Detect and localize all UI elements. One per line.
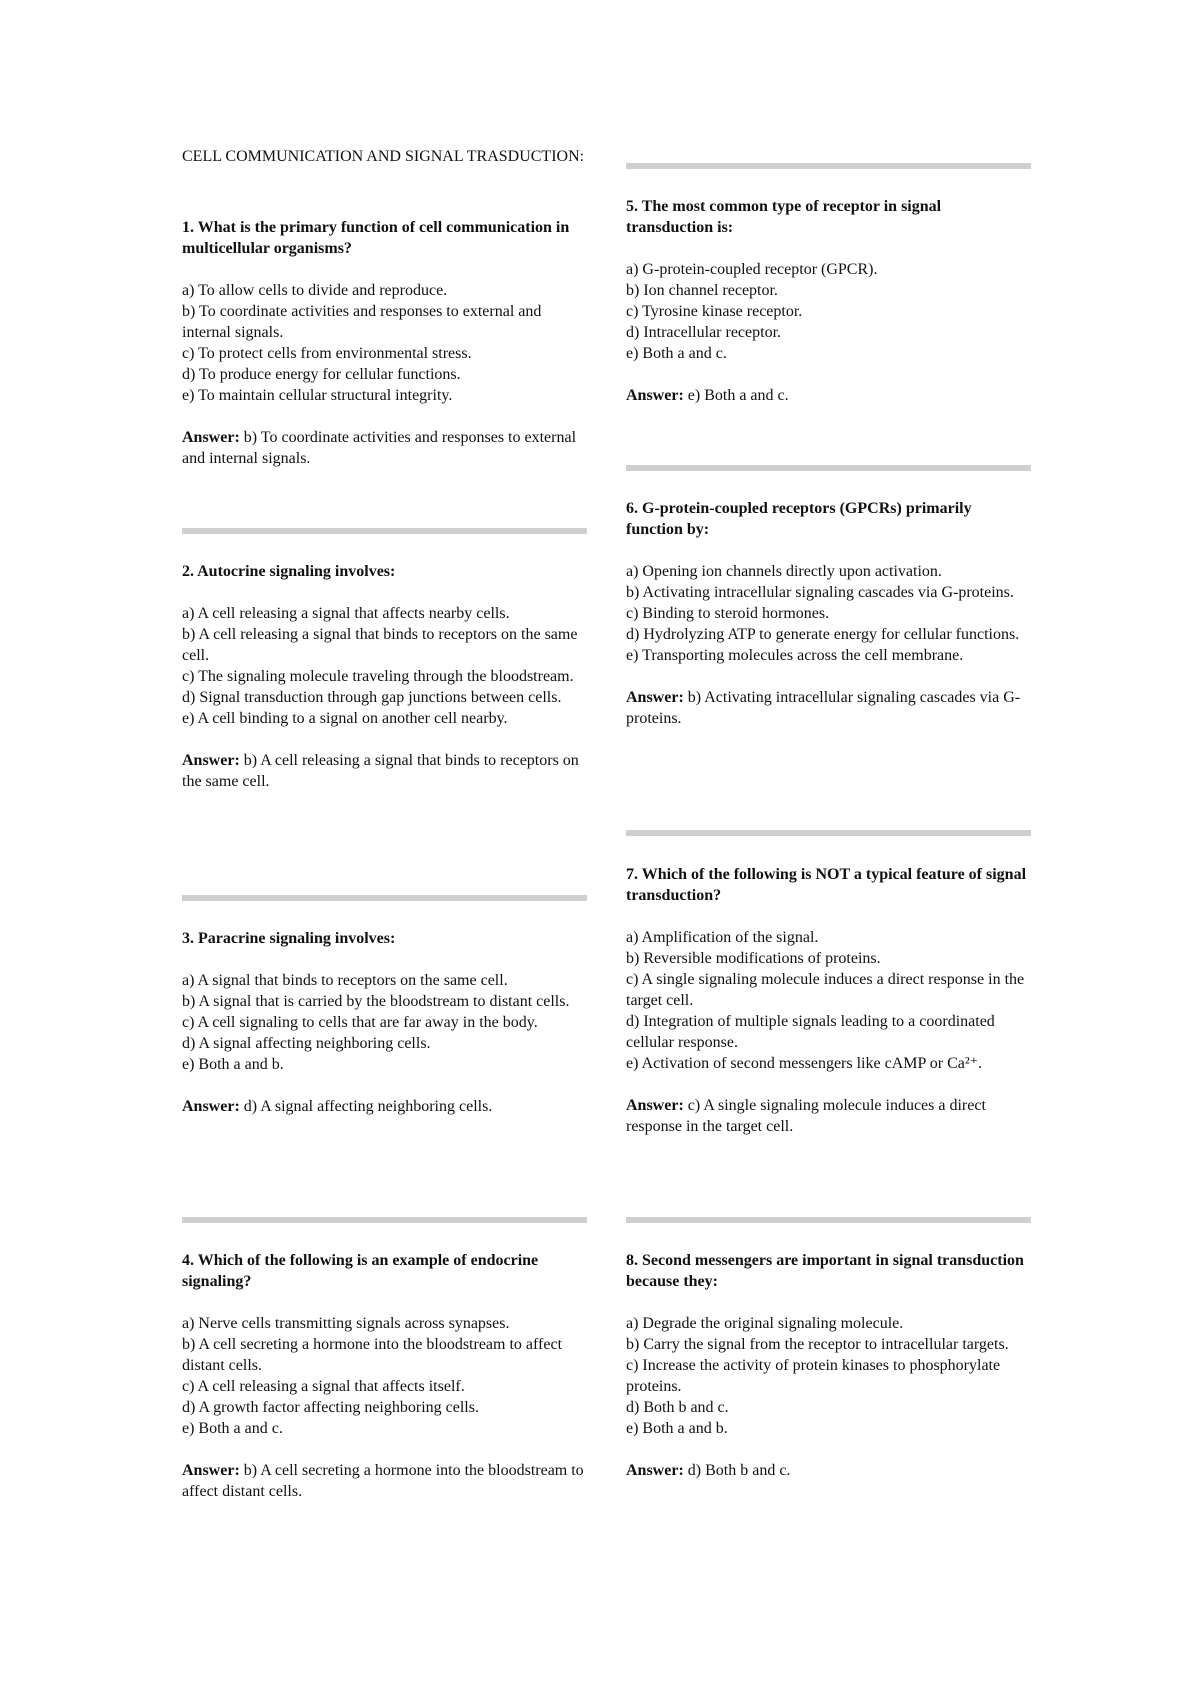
option-a: a) Amplification of the signal. <box>626 929 819 946</box>
answer-line <box>182 427 587 469</box>
answer-line <box>626 1095 1031 1137</box>
question-text: 7. Which of the following is NOT a typical feature of signal transduction? <box>626 866 1027 904</box>
question-block-2 <box>182 561 587 792</box>
section-divider <box>626 1217 1031 1223</box>
answer-label: Answer: <box>182 752 240 769</box>
question-text: 3. Paracrine signaling involves: <box>182 930 396 947</box>
option-e: e) Both a and b. <box>626 1420 728 1437</box>
option-b: b) To coordinate activities and responses to external and internal signals. <box>182 303 542 341</box>
question-block-1 <box>182 217 587 469</box>
section-divider <box>182 895 587 901</box>
answer-label: Answer: <box>626 1097 684 1114</box>
option-a: a) Opening ion channels directly upon activation. <box>626 563 942 580</box>
option-a: a) Nerve cells transmitting signals across synapses. <box>182 1315 510 1332</box>
option-list <box>182 280 587 406</box>
option-a: a) G-protein-coupled receptor (GPCR). <box>626 261 878 278</box>
option-list <box>182 1313 587 1439</box>
section-divider <box>182 1217 587 1223</box>
answer-line <box>182 1096 587 1117</box>
answer-line <box>626 687 1031 729</box>
question-block-6 <box>626 498 1031 729</box>
option-c: c) The signaling molecule traveling through the bloodstream. <box>182 668 574 685</box>
option-b: b) Carry the signal from the receptor to intracellular targets. <box>626 1336 1009 1353</box>
answer-line <box>626 385 1031 406</box>
question-block-3 <box>182 928 587 1117</box>
option-d: d) Signal transduction through gap junctions between cells. <box>182 689 562 706</box>
question-text: 2. Autocrine signaling involves: <box>182 563 396 580</box>
option-a: a) A signal that binds to receptors on the same cell. <box>182 972 508 989</box>
option-b: b) A cell secreting a hormone into the bloodstream to affect distant cells. <box>182 1336 563 1374</box>
answer-text: d) Both b and c. <box>687 1462 791 1479</box>
option-b: b) Activating intracellular signaling cascades via G-proteins. <box>626 584 1014 601</box>
question-text: 5. The most common type of receptor in signal transduction is: <box>626 198 942 236</box>
answer-label: Answer: <box>182 1462 240 1479</box>
question-block-4 <box>182 1250 587 1502</box>
answer-line <box>626 1460 1031 1481</box>
option-b: b) Reversible modifications of proteins. <box>626 950 881 967</box>
option-list <box>626 259 1031 364</box>
document-title: CELL COMMUNICATION AND SIGNAL TRASDUCTION: <box>182 148 585 165</box>
option-e: e) Both a and c. <box>182 1420 283 1437</box>
option-d: d) A growth factor affecting neighboring cells. <box>182 1399 479 1416</box>
question-text: 1. What is the primary function of cell communication in multicellular organisms? <box>182 219 570 257</box>
option-e: e) Both a and b. <box>182 1056 284 1073</box>
option-d: d) To produce energy for cellular functions. <box>182 366 461 383</box>
answer-label: Answer: <box>182 429 240 446</box>
answer-text: b) A cell releasing a signal that binds to receptors on the same cell. <box>182 752 579 790</box>
option-b: b) Ion channel receptor. <box>626 282 778 299</box>
question-text: 4. Which of the following is an example of endocrine signaling? <box>182 1252 539 1290</box>
answer-text: b) Activating intracellular signaling cascades via G-proteins. <box>626 689 1021 727</box>
question-block-5 <box>626 196 1031 406</box>
answer-text: e) Both a and c. <box>687 387 789 404</box>
answer-text: b) A cell secreting a hormone into the bloodstream to affect distant cells. <box>182 1462 584 1500</box>
option-e: e) A cell binding to a signal on another cell nearby. <box>182 710 508 727</box>
option-c: c) A single signaling molecule induces a direct response in the target cell. <box>626 971 1025 1009</box>
option-c: c) Binding to steroid hormones. <box>626 605 830 622</box>
answer-text: d) A signal affecting neighboring cells. <box>243 1098 493 1115</box>
answer-label: Answer: <box>626 387 684 404</box>
answer-label: Answer: <box>626 1462 684 1479</box>
option-d: d) Both b and c. <box>626 1399 729 1416</box>
option-list <box>182 970 587 1075</box>
option-list <box>626 561 1031 666</box>
question-block-8 <box>626 1250 1031 1481</box>
answer-label: Answer: <box>182 1098 240 1115</box>
answer-label: Answer: <box>626 689 684 706</box>
option-d: d) Integration of multiple signals leading to a coordinated cellular response. <box>626 1013 995 1051</box>
option-d: d) Intracellular receptor. <box>626 324 782 341</box>
option-c: c) Tyrosine kinase receptor. <box>626 303 803 320</box>
option-list <box>626 927 1031 1074</box>
option-e: e) Transporting molecules across the cell membrane. <box>626 647 964 664</box>
section-divider <box>626 163 1031 169</box>
option-list <box>626 1313 1031 1439</box>
option-c: c) Increase the activity of protein kinases to phosphorylate proteins. <box>626 1357 1001 1395</box>
option-e: e) Activation of second messengers like cAMP or Ca²⁺. <box>626 1055 983 1072</box>
answer-text: b) To coordinate activities and responses to external and internal signals. <box>182 429 577 467</box>
option-a: a) To allow cells to divide and reproduce. <box>182 282 448 299</box>
option-b: b) A cell releasing a signal that binds to receptors on the same cell. <box>182 626 578 664</box>
document-title-block <box>182 146 587 167</box>
section-divider <box>626 830 1031 836</box>
question-text: 8. Second messengers are important in signal transduction because they: <box>626 1252 1024 1290</box>
section-divider <box>626 465 1031 471</box>
question-text: 6. G-protein-coupled receptors (GPCRs) primarily function by: <box>626 500 972 538</box>
option-a: a) Degrade the original signaling molecule. <box>626 1315 904 1332</box>
option-c: c) To protect cells from environmental stress. <box>182 345 472 362</box>
option-d: d) A signal affecting neighboring cells. <box>182 1035 431 1052</box>
option-e: e) To maintain cellular structural integrity. <box>182 387 453 404</box>
option-list <box>182 603 587 729</box>
option-a: a) A cell releasing a signal that affects nearby cells. <box>182 605 510 622</box>
answer-text: c) A single signaling molecule induces a direct response in the target cell. <box>626 1097 986 1135</box>
question-block-7 <box>626 864 1031 1137</box>
option-c: c) A cell releasing a signal that affects itself. <box>182 1378 465 1395</box>
option-d: d) Hydrolyzing ATP to generate energy for cellular functions. <box>626 626 1020 643</box>
answer-line <box>182 750 587 792</box>
answer-line <box>182 1460 587 1502</box>
section-divider <box>182 528 587 534</box>
option-b: b) A signal that is carried by the bloodstream to distant cells. <box>182 993 570 1010</box>
option-e: e) Both a and c. <box>626 345 727 362</box>
option-c: c) A cell signaling to cells that are far away in the body. <box>182 1014 538 1031</box>
